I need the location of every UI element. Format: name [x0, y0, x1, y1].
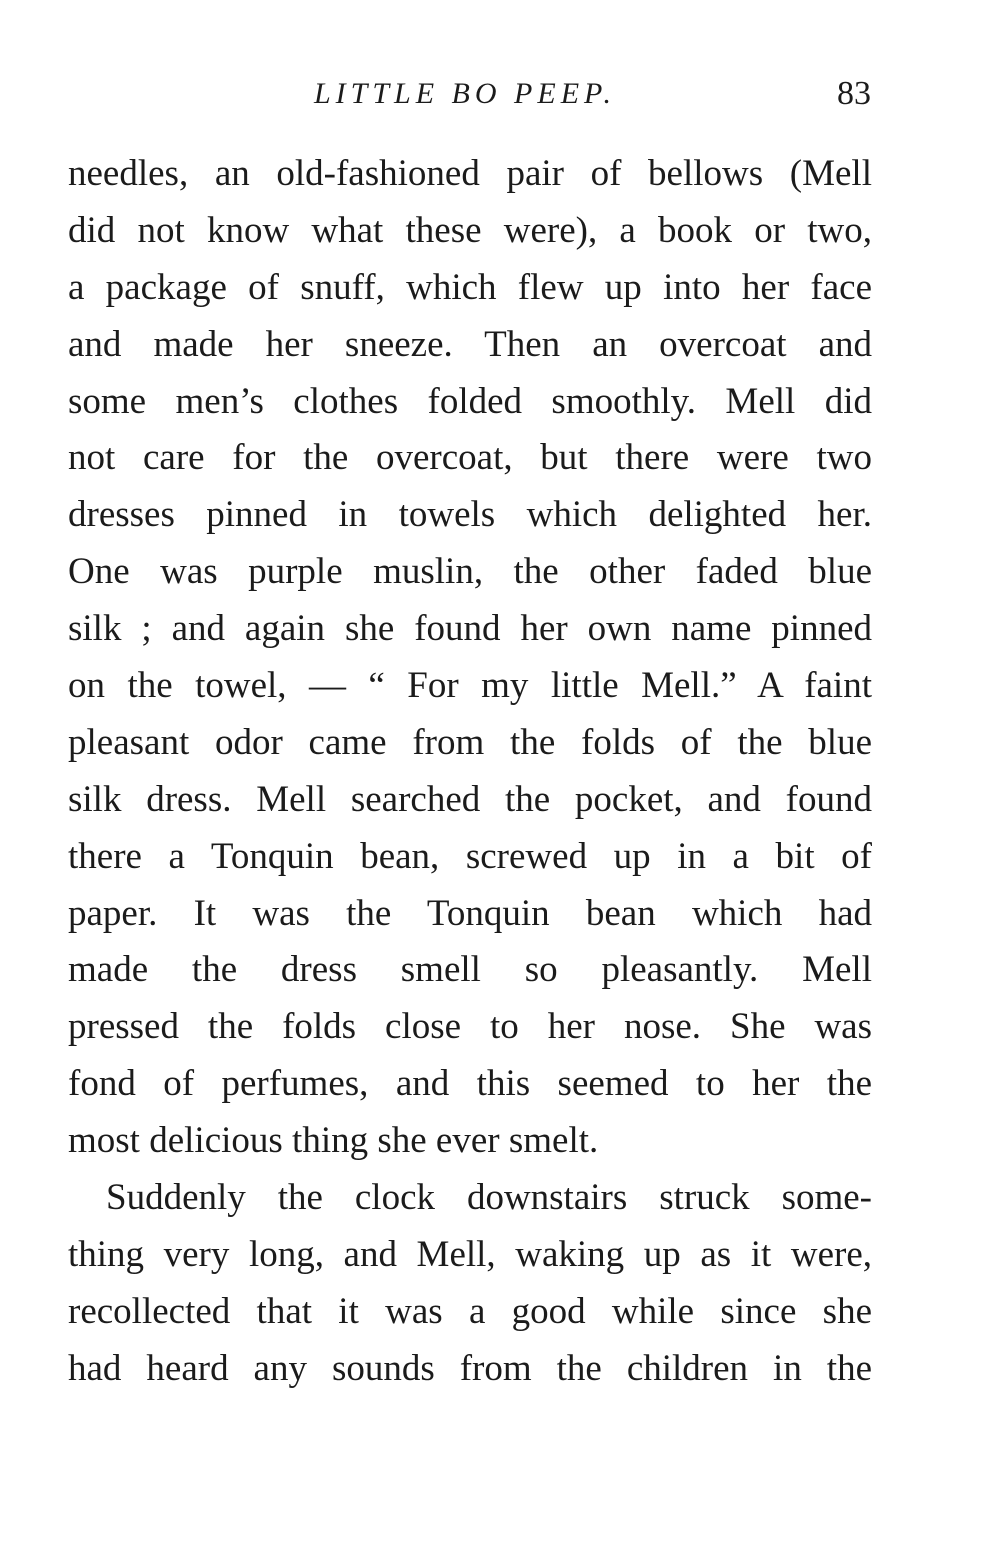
- text-line: fond of perfumes, and this seemed to her the: [68, 1063, 872, 1105]
- body-text: [68, 146, 872, 1398]
- text-line: on the towel, — “ For my little Mell.” A faint: [68, 665, 872, 707]
- text-line: did not know what these were), a book or two,: [68, 209, 872, 251]
- text-line: made the dress smell so pleasantly. Mell: [68, 949, 872, 991]
- text-line: Suddenly the clock downstairs struck some-: [106, 1177, 872, 1219]
- text-line: there a Tonquin bean, screwed up in a bit of: [68, 835, 872, 877]
- text-line: most delicious thing she ever smelt.: [68, 1120, 599, 1162]
- text-line: pressed the folds close to her nose. She was: [68, 1006, 872, 1048]
- text-line: dresses pinned in towels which delighted her.: [68, 494, 872, 536]
- text-line: not care for the overcoat, but there were two: [68, 437, 872, 479]
- text-line: and made her sneeze. Then an overcoat and: [68, 323, 872, 365]
- running-title: LITTLE BO PEEP.: [314, 77, 616, 110]
- text-line: had heard any sounds from the children in the: [68, 1347, 872, 1389]
- text-line: paper. It was the Tonquin bean which had: [68, 892, 872, 934]
- text-line: pleasant odor came from the folds of the blue: [68, 721, 872, 763]
- page-number: 83: [837, 75, 871, 112]
- text-line: needles, an old-fashioned pair of bellows (Mell: [68, 153, 872, 194]
- running-head: [0, 72, 989, 116]
- text-line: silk ; and again she found her own name pinned: [68, 608, 872, 650]
- text-line: silk dress. Mell searched the pocket, and found: [68, 778, 872, 820]
- text-line: One was purple muslin, the other faded blue: [68, 551, 872, 593]
- text-line: recollected that it was a good while since she: [68, 1290, 872, 1332]
- text-line: some men’s clothes folded smoothly. Mell did: [68, 380, 872, 422]
- text-line: thing very long, and Mell, waking up as it were,: [68, 1233, 872, 1275]
- text-line: a package of snuff, which flew up into her face: [68, 266, 872, 308]
